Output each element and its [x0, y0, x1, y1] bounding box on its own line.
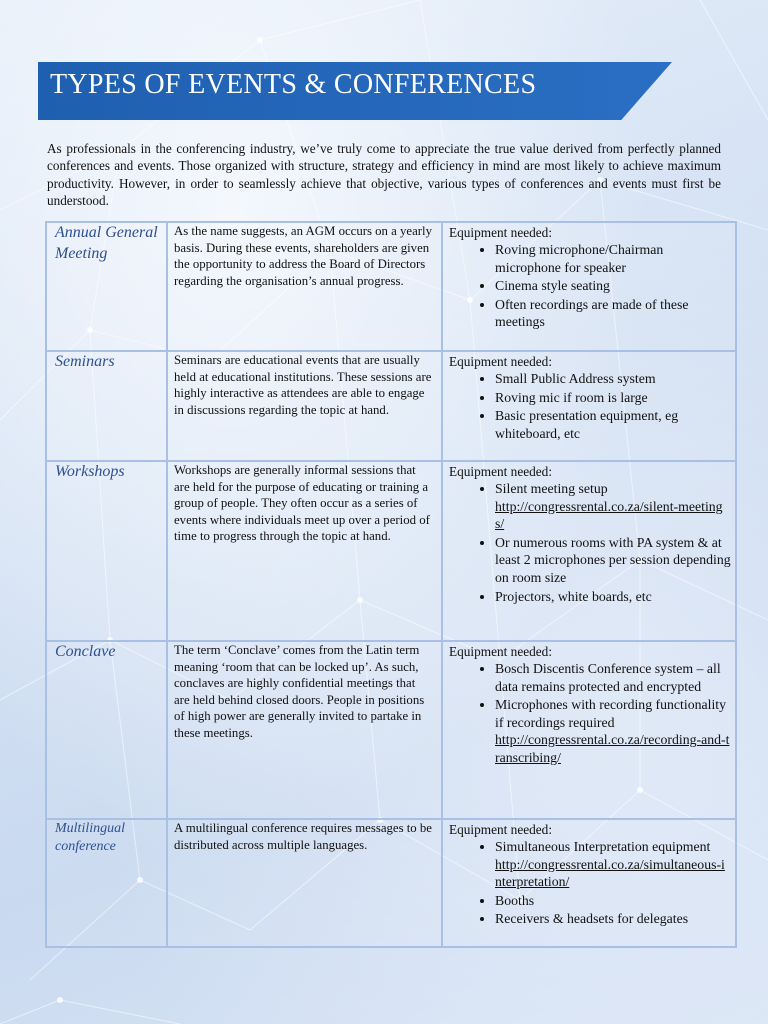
equipment-heading: Equipment needed:	[449, 225, 553, 240]
list-item: • Roving mic if room is large	[495, 389, 731, 407]
event-types-table	[45, 221, 737, 948]
event-description-cell	[167, 819, 442, 947]
equipment-list	[443, 480, 735, 610]
list-item	[495, 696, 731, 766]
equipment-cell	[442, 461, 736, 641]
equipment-text: Microphones with recording functionality if recordings required	[495, 697, 727, 730]
event-type-cell	[46, 222, 167, 351]
table-row	[46, 641, 736, 819]
recording-transcribing-link[interactable]: http://congressrental.co.za/recording-and-transcribing/	[495, 732, 730, 765]
event-type-cell	[46, 461, 167, 641]
event-description: Workshops are generally informal sessions that are held for the purpose of educating or training a group of people. They often occur as a series of events where individuals meet up over a period of time to progress through the topic at hand.	[174, 463, 430, 544]
event-description: A multilingual conference requires messages to be distributed across multiple languages.	[174, 821, 432, 852]
list-item: • Often recordings are made of these meetings	[495, 296, 731, 331]
equipment-cell	[442, 222, 736, 351]
list-item: • Basic presentation equipment, eg whiteboard, etc	[495, 407, 731, 442]
event-description-cell	[167, 641, 442, 819]
event-description: Seminars are educational events that are usually held at educational institutions. These sessions are highly interactive as attendees are able to engage in discussions regarding the topic at hand.	[174, 353, 432, 417]
equipment-heading: Equipment needed:	[449, 822, 553, 837]
equipment-cell	[442, 819, 736, 947]
list-item: • Cinema style seating	[495, 277, 731, 295]
list-item	[495, 480, 731, 533]
event-description-cell	[167, 351, 442, 461]
intro-paragraph: As professionals in the conferencing industry, we’ve truly come to appreciate the true value derived from perfectly planned conferences and events. Those organized with structure, strategy and efficiency in mind are most likely to achieve maximum productivity. However, in order to seamlessly achieve that objective, various types of conferences and events must first be understood.	[47, 141, 721, 208]
event-description-cell	[167, 461, 442, 641]
event-description: As the name suggests, an AGM occurs on a yearly basis. During these events, shareholders are given the opportunity to address the Board of Directors regarding the organisation’s annual progress.	[174, 224, 433, 288]
event-type-cell	[46, 351, 167, 461]
event-type-label: Annual General Meeting	[55, 224, 158, 262]
equipment-list	[443, 838, 735, 933]
silent-meetings-link[interactable]: http://congressrental.co.za/silent-meetings/	[495, 498, 723, 532]
event-type-cell	[46, 641, 167, 819]
list-item: • Bosch Discentis Conference system – all data remains protected and encrypted	[495, 660, 731, 695]
event-type-label: Multilingual conference	[55, 821, 125, 854]
simultaneous-interpretation-link[interactable]: http://congressrental.co.za/simultaneous-interpretation/	[495, 856, 725, 890]
list-item: • Small Public Address system	[495, 370, 731, 388]
equipment-heading: Equipment needed:	[449, 464, 553, 479]
equipment-list	[443, 241, 735, 336]
event-type-label: Seminars	[55, 353, 115, 370]
event-type-cell	[46, 819, 167, 947]
equipment-cell	[442, 351, 736, 461]
list-item	[495, 838, 731, 891]
table-row	[46, 819, 736, 947]
list-item: • Or numerous rooms with PA system & at least 2 microphones per session depending on room size	[495, 534, 731, 587]
equipment-cell	[442, 641, 736, 819]
table-row	[46, 351, 736, 461]
equipment-list	[443, 370, 735, 447]
list-item: • Projectors, white boards, etc	[495, 588, 731, 606]
table-row	[46, 222, 736, 351]
equipment-heading: Equipment needed:	[449, 354, 553, 369]
list-item: • Receivers & headsets for delegates	[495, 910, 731, 928]
table-row	[46, 461, 736, 641]
event-description: The term ‘Conclave’ comes from the Latin term meaning ‘room that can be locked up’. As such, conclaves are highly confidential meetings that are held behind closed doors. People in positions of high power are generally invited to partake in these meetings.	[174, 643, 425, 740]
event-description-cell	[167, 222, 442, 351]
event-type-label: Workshops	[55, 463, 125, 480]
equipment-heading: Equipment needed:	[449, 644, 553, 659]
event-type-label: Conclave	[55, 643, 116, 660]
equipment-text: Simultaneous Interpretation equipment	[495, 839, 711, 854]
page-title: TYPES OF EVENTS & CONFERENCES	[50, 69, 537, 100]
equipment-text: Silent meeting setup	[495, 481, 608, 496]
equipment-list	[443, 660, 735, 772]
list-item: • Booths	[495, 892, 731, 910]
list-item: • Roving microphone/Chairman microphone for speaker	[495, 241, 731, 276]
